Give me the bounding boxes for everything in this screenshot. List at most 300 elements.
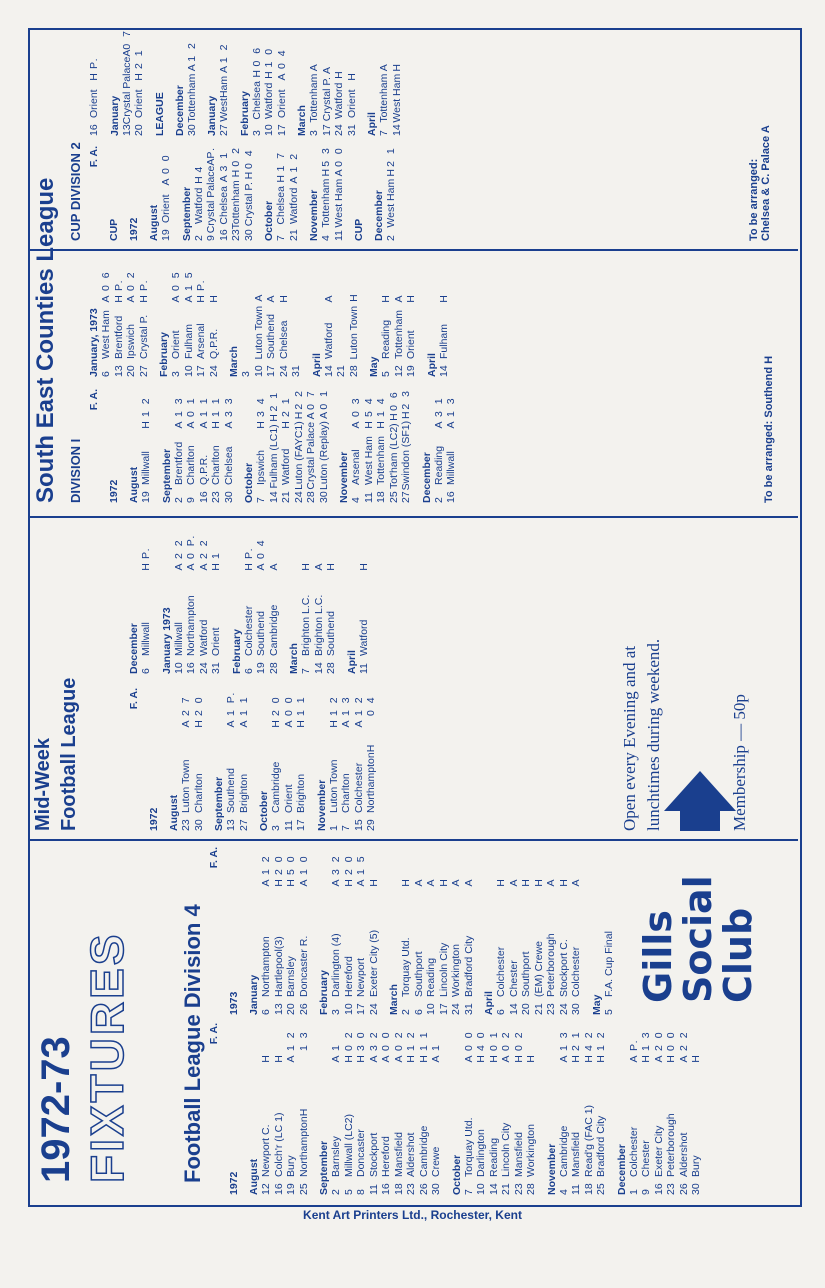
fixture-date: 15 [352, 819, 365, 831]
month-heading: December [615, 1144, 628, 1195]
fixture-score: 1 2 [327, 695, 340, 716]
fixture-score: 2 1 [280, 396, 292, 417]
fixture-venue: H [133, 73, 145, 81]
fixture-score [260, 1023, 273, 1051]
fixture-score: 0 0 [380, 1030, 392, 1051]
fixture-date: 10 [263, 124, 275, 136]
divider-middle [28, 516, 798, 518]
fixture-score [391, 41, 404, 62]
fixture-score: 1 2 [405, 1030, 417, 1051]
fixture-row [358, 531, 371, 674]
fixture-venue: A [330, 1055, 342, 1063]
fixture-venue: A [255, 563, 267, 571]
fixture-row [280, 389, 293, 503]
fixture-row [425, 847, 438, 1015]
fixture-opponent [290, 307, 303, 359]
fixture-score: 1 [210, 551, 222, 559]
fixture-row [243, 531, 256, 674]
fixture-opponent: Ipswich [125, 323, 137, 359]
fixture-opponent: Doncaster [355, 1129, 367, 1177]
month-heading: February [158, 332, 170, 377]
midweek-title-1: Mid-Week [32, 738, 54, 831]
fixture-opponent: WestHam [218, 75, 230, 122]
div2-note-label: To be arranged: [748, 158, 760, 241]
fixture-row [243, 146, 256, 241]
fixture-row [665, 1023, 678, 1195]
month-heading: CUP [353, 218, 365, 241]
div1-title: DIVISION I [68, 438, 83, 503]
fixture-row [363, 389, 376, 503]
fixture-date: 20 [520, 1003, 532, 1015]
fixture-date: 16 [272, 1183, 285, 1195]
fixture-date: 14 [487, 1183, 500, 1195]
fixture-score: 0 6 [250, 45, 263, 67]
fixture-row [276, 41, 289, 136]
fixture-date: 9 [640, 1189, 652, 1195]
secl-title: South East Counties League [32, 177, 59, 503]
fixture-opponent: Southend [325, 611, 337, 656]
fixture-opponent: Watford [333, 82, 345, 119]
fixture-score: 0 6 [387, 390, 400, 411]
fixture-venue: H [263, 71, 275, 79]
fixture-row [283, 688, 296, 831]
fixture-date: 2 [385, 235, 397, 241]
fixture-row [225, 688, 238, 831]
fixture-row [186, 41, 199, 136]
fixture-opponent: Southport [520, 951, 532, 997]
fixture-venue: A [462, 1055, 475, 1063]
fixture-venue: A [225, 720, 237, 728]
fixture-opponent: Southend [255, 611, 267, 656]
fixture-score [313, 531, 326, 559]
fixture-venue: A [557, 1055, 570, 1063]
fixture-date: 2 [192, 235, 205, 241]
fixture-date: 20 [133, 124, 145, 136]
fixture-opponent: Orient [133, 89, 145, 118]
club-line-3: Club [716, 907, 760, 1003]
fixture-opponent: Swindon (SF1) [400, 420, 412, 491]
fixture-row [653, 1023, 666, 1195]
fixture-score: 1 2 [185, 41, 198, 62]
fixture-row [368, 847, 381, 1015]
fixture-venue: H [362, 421, 375, 429]
fixture-score: 1 7 [275, 150, 287, 172]
fixture-score: 2 0 [342, 854, 355, 875]
fixture-score: 1 3 [172, 396, 185, 417]
fixture-opponent: Exeter City (5) [367, 929, 380, 997]
div1-note-label: To be arranged: [763, 420, 775, 503]
fixture-venue: A [570, 879, 582, 887]
fixture-row [400, 389, 413, 503]
fixture-venue: H [390, 64, 403, 72]
fixture-date: 17 [265, 365, 277, 377]
fixture-date: 2 [432, 497, 445, 503]
fixture-score: 2 1 [133, 48, 145, 69]
fixture-date: 3 [250, 130, 263, 136]
fixture-score [405, 263, 418, 291]
fixture-venue: H [192, 176, 205, 184]
month-heading: August [168, 794, 180, 831]
fixture-row [88, 41, 101, 136]
club-text-1: Open every Evening and at [620, 645, 639, 831]
fixture-date: 16 [88, 124, 100, 136]
fixture-venue: H [525, 1055, 537, 1063]
club-text-2: lunchtimes during weekend. [644, 638, 663, 831]
div1-note-team: Southend [763, 366, 775, 418]
fixture-date: 10 [342, 1003, 355, 1015]
fixture-row [330, 1023, 343, 1195]
fixture-date: 21 [532, 1003, 545, 1015]
fixture-score [413, 847, 426, 875]
fixture-score [690, 1023, 703, 1051]
fixture-venue: H [270, 720, 282, 728]
fixture-score: 3 1 [217, 150, 230, 172]
fixture-date: 17 [195, 365, 207, 377]
fixture-score: 0 4 [365, 695, 377, 716]
fixture-row [251, 41, 264, 136]
fixture-score: 1 3 [557, 1030, 570, 1051]
fixture-row [253, 263, 266, 377]
fixture-venue: A [677, 1055, 690, 1063]
fixture-date: 17 [437, 1003, 450, 1015]
fixture-opponent: Reading [432, 445, 445, 485]
fixture-venue: A [380, 1055, 392, 1063]
fixture-opponent: Crystal P. [320, 77, 333, 122]
fixture-date: 24 [333, 124, 345, 136]
fixture-row [140, 389, 153, 503]
fixture-score [268, 531, 281, 559]
fixture-date: 23 [665, 1183, 677, 1195]
fixture-row [380, 1023, 393, 1195]
fixture-score: 3 1 [432, 396, 445, 417]
fixture-date: 19 [405, 365, 417, 377]
fixture-score [393, 263, 406, 291]
fixture-row [430, 1023, 443, 1195]
fixture-opponent: Lincoln City [500, 1122, 512, 1177]
fixture-opponent: Orient [282, 784, 295, 813]
month-heading: April [310, 353, 323, 377]
fixture-row [343, 847, 356, 1015]
fixture-date: 24 [367, 1003, 380, 1015]
fixture-venue: A [180, 720, 192, 728]
fixture-row [133, 41, 146, 136]
fixture-row [313, 531, 326, 674]
fixture-score: 3 0 [355, 1030, 367, 1051]
fixture-venue: A [352, 720, 365, 728]
month-heading: November [315, 779, 328, 831]
fixture-opponent: Northampton [260, 936, 272, 997]
club-line-2: Social [676, 875, 720, 1003]
fixture-row [355, 847, 368, 1015]
fixture-venue: H [557, 879, 570, 887]
fixture-row [285, 847, 298, 1015]
fixture-venue: H [325, 563, 337, 571]
fixture-opponent: Reading [425, 957, 437, 997]
fixture-venue: A [425, 879, 437, 887]
month-heading: September [160, 448, 173, 503]
fixture-venue: H [210, 421, 222, 429]
fixture-venue: H [345, 73, 358, 81]
fixture-date: 16 [217, 229, 230, 241]
fixtures-heading: FIXTURES [81, 931, 133, 1183]
fixture-opponent: Watford [263, 82, 275, 119]
fixture-score: 2 1 [385, 146, 397, 167]
fixture-venue: A [445, 421, 457, 429]
fixture-row [208, 263, 221, 377]
fixture-venue: H [665, 1055, 677, 1063]
fixture-opponent: Millwall [445, 451, 457, 485]
fixture-date: 7 [275, 235, 287, 241]
div2-note-teams: Chelsea & C. Palace [760, 135, 772, 241]
month-heading: LEAGUE [153, 92, 166, 136]
fixture-opponent: Cambridge [557, 1125, 570, 1177]
fixture-date: 17 [320, 124, 333, 136]
fixture-opponent: Torquay Utd. [462, 1117, 475, 1177]
month-heading: October [450, 1154, 463, 1195]
fixture-date: 28 [525, 1183, 537, 1195]
fixture-venue: A [312, 563, 325, 571]
fixture-date: 28 [305, 491, 317, 503]
fixture-score: P. [627, 1038, 640, 1051]
fixture-venue: H [342, 1055, 355, 1063]
fixture-score: 4 [192, 164, 205, 173]
fixture-row [328, 688, 341, 831]
fixture-opponent: Fulham (LC1) [267, 424, 280, 489]
fixture-row [533, 847, 546, 1015]
fixture-date: 18 [375, 491, 387, 503]
fixture-score: 2 2 [197, 538, 210, 559]
fixture-row [325, 531, 338, 674]
fixture-date: 14 [390, 124, 403, 136]
fixture-score: 0 7 [120, 28, 133, 50]
fixture-row [223, 389, 236, 503]
fixture-score: 1 3 [340, 695, 352, 716]
fixture-score [545, 847, 558, 875]
fixture-score [323, 263, 336, 291]
fixture-score: 2 0 [270, 695, 282, 716]
fixture-score: 0 0 [665, 1030, 677, 1051]
fixture-date: 6 [242, 668, 255, 674]
fixture-venue: A [545, 879, 557, 887]
div2-note-ha: A [760, 125, 772, 134]
month-heading: April [483, 991, 495, 1015]
fixture-date: 7 [340, 825, 352, 831]
fixture-score: 1 3 [445, 396, 457, 417]
month-heading: August [148, 204, 160, 241]
fixture-row [285, 1023, 298, 1195]
fixture-opponent: Crystal P. [137, 314, 150, 359]
fixture-venue: A [432, 421, 445, 429]
club-text-3: Membership — 50p [730, 694, 749, 831]
fixture-venue: A [222, 421, 235, 429]
fixture-score [333, 41, 346, 67]
fixture-row [218, 41, 231, 136]
fixture-row [450, 847, 463, 1015]
fixture-opponent: Arsenal [195, 323, 207, 359]
fixture-score: 1 3 [297, 1030, 310, 1051]
fixture-row [375, 389, 388, 503]
month-heading: February [318, 970, 330, 1015]
fixture-venue: H [300, 563, 312, 571]
fixture-opponent: Tottenham H [230, 169, 242, 230]
fixture-date: 14 [267, 491, 280, 503]
fixture-score [335, 263, 348, 291]
fixture-venue: A [392, 1055, 405, 1063]
fixture-venue: H [405, 1055, 417, 1063]
fixture-opponent: Colchester [627, 1126, 640, 1177]
fixture-row [603, 847, 616, 1015]
fixture-opponent: (EM) Crewe [532, 940, 545, 997]
midweek-columns [128, 531, 378, 831]
fixture-row [170, 263, 183, 377]
fixture-venue: A [507, 879, 520, 887]
fixture-venue: A [308, 64, 320, 72]
fixture-date: 29 [365, 819, 377, 831]
fixture-opponent: Mansfield [512, 1132, 525, 1177]
fixture-score: 4 0 [475, 1030, 487, 1051]
fixture-venue: H [277, 295, 290, 303]
fixture-date: 19 [160, 229, 172, 241]
fixture-row [438, 263, 451, 377]
fa-header: F. A. [208, 847, 220, 869]
fixture-row [393, 1023, 406, 1195]
fixture-venue: A [120, 49, 133, 57]
fixture-opponent: Q.P.R. [197, 454, 210, 485]
fixture-opponent: Tottenham [308, 73, 320, 123]
fixture-opponent: Darlington (4) [330, 933, 342, 997]
fixture-venue: A [412, 879, 425, 887]
fixture-score: 1 1 [295, 695, 307, 716]
fixture-row [595, 1023, 608, 1195]
fixture-row [268, 389, 281, 503]
fixture-opponent: Orient [275, 89, 288, 118]
fixture-date: 7 [300, 668, 312, 674]
fixture-opponent: Chester [507, 960, 520, 997]
fixture-score: 1 5 [182, 270, 195, 291]
fixture-row [391, 41, 404, 136]
fixture-opponent: Workington [450, 944, 462, 997]
fixture-score [308, 41, 321, 62]
fixture-score: 3 4 [255, 396, 267, 417]
fixture-date: 24 [557, 1003, 570, 1015]
fixture-score: 0 0 [282, 695, 295, 716]
fa-header: F. A. [88, 146, 100, 168]
fixture-row [268, 531, 281, 674]
fixture-row [293, 389, 306, 503]
fixture-venue: A [330, 879, 342, 887]
fixture-date: 19 [285, 1183, 297, 1195]
fixture-opponent: Millwall (LC2) [342, 1113, 355, 1177]
fixture-date: 18 [582, 1183, 595, 1195]
fixture-row [348, 263, 361, 377]
fixture-opponent: Colchester [242, 605, 255, 656]
fixture-score: 0 2 [500, 1030, 512, 1051]
fixture-opponent: Doncaster R. [297, 935, 310, 997]
fixture-date: 26 [677, 1183, 690, 1195]
fixture-date: 28 [347, 365, 360, 377]
fixture-row [570, 1023, 583, 1195]
fixture-opponent: Tottenham [185, 73, 198, 123]
fixture-row [195, 263, 208, 377]
fixture-opponent: Hartlepool(3) [272, 936, 285, 997]
fixture-date: 4 [320, 235, 332, 241]
fixture-date: 26 [417, 1183, 430, 1195]
fixture-score [603, 847, 616, 875]
fixture-venue: H [640, 1055, 652, 1063]
fixture-row [330, 847, 343, 1015]
month-heading: 1973 [228, 991, 240, 1015]
fixture-row [318, 389, 331, 503]
fixture-score [278, 263, 291, 291]
fixture-score: 1 1 [197, 396, 210, 417]
fixture-date: 23 [512, 1183, 525, 1195]
fixture-score: 0 7 [305, 389, 317, 410]
fixture-date: 25 [297, 1183, 310, 1195]
fixture-date: 30 [317, 491, 330, 503]
fixture-score [438, 847, 451, 875]
fixture-venue: H [292, 411, 305, 420]
fixture-score: 1 2 [218, 42, 230, 64]
season-title: 1972-73 [34, 1036, 78, 1183]
fixture-date: 23 [180, 819, 192, 831]
fixture-venue: H [267, 414, 280, 422]
fixture-opponent: Chelsea [217, 186, 230, 225]
month-heading: 1972 [108, 479, 120, 503]
fixture-row [365, 688, 378, 831]
fixture-score [533, 847, 546, 875]
fl4-right-list [228, 847, 615, 1015]
fixture-venue: A [340, 720, 352, 728]
fixture-score: 1 1 [417, 1030, 430, 1051]
fixture-date: 23 [545, 1003, 557, 1015]
fixture-venue: A [185, 64, 198, 72]
fixture-row [193, 146, 206, 241]
fixture-score: 2 2 [292, 389, 305, 410]
fixture-venue: H [405, 295, 417, 303]
fixture-venue [290, 291, 303, 307]
fixture-row [513, 1023, 526, 1195]
fixture-score: 2 0 [652, 1030, 665, 1051]
fixture-opponent: Cambridge [267, 604, 280, 656]
fixture-venue: H [280, 421, 292, 429]
fixture-row [173, 531, 186, 674]
fixture-date: 9 [185, 497, 197, 503]
fixture-opponent: Cambridge [270, 761, 282, 813]
fixture-score: 0 2 [342, 1030, 355, 1051]
fixture-row [343, 1023, 356, 1195]
fixture-opponent: Southport [412, 951, 425, 997]
fixture-row [500, 1023, 513, 1195]
fixture-date: 3 [330, 1009, 342, 1015]
fixture-opponent: Exeter City [652, 1125, 665, 1177]
fixture-row [218, 146, 231, 241]
div2-list [88, 28, 403, 241]
fixture-opponent: West Ham [332, 178, 345, 228]
fixture-venue: A [265, 295, 277, 303]
fixture-opponent: Lincoln City [437, 942, 450, 997]
fixture-row [558, 847, 571, 1015]
fixture-score: 0 4 [255, 538, 267, 559]
fixture-opponent: Northampton [185, 595, 197, 656]
fixture-venue: H [437, 879, 450, 887]
fixture-score [378, 41, 391, 62]
fixture-row [198, 531, 211, 674]
fixture-date: 27 [137, 365, 150, 377]
fixture-score: 2 3 [400, 389, 412, 410]
fixture-date: 7 [255, 497, 267, 503]
fixture-row [385, 146, 398, 241]
club-line-1: Gills [636, 910, 680, 1003]
